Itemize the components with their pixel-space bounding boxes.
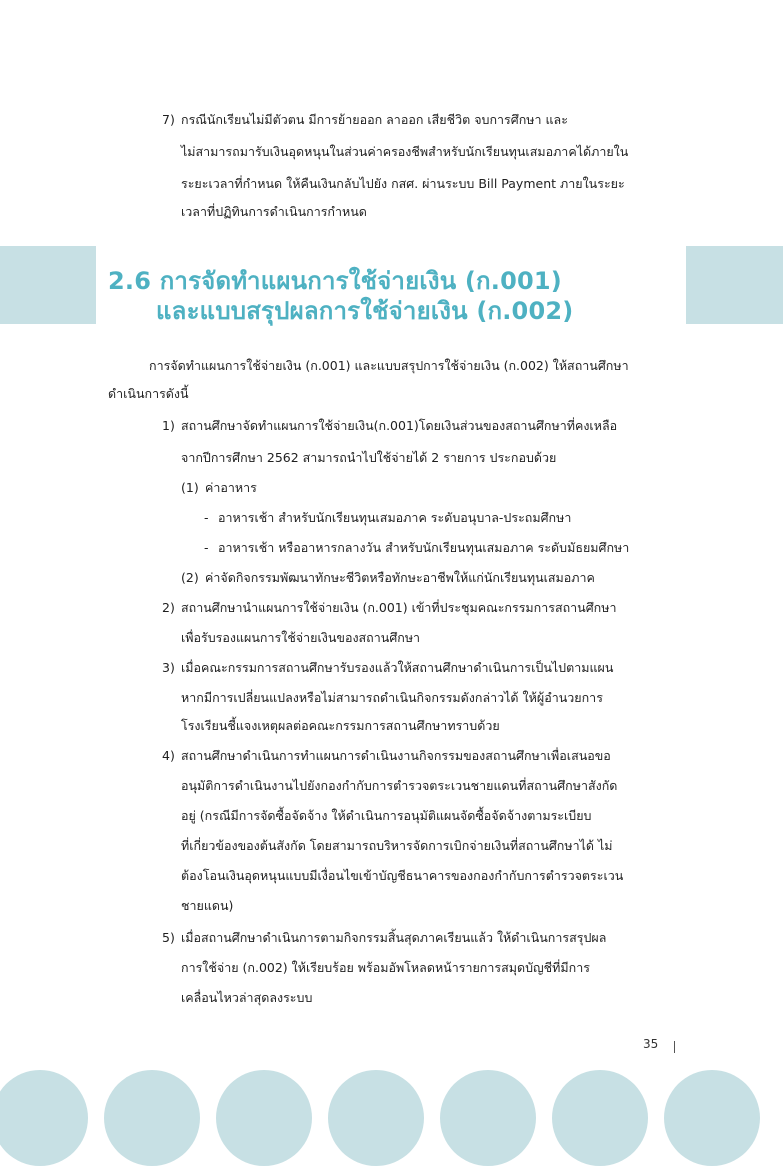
item-5-line-3: เคลื่อนไหวล่าสุดลงระบบ [181, 990, 313, 1005]
item-7-line-2: ไม่สามารถมารับเงินอุดหนุนในส่วนค่าครองชีพสำหรับนักเรียนทุนเสมอภาคได้ภายใน [181, 144, 629, 159]
bullet-1: - [204, 510, 209, 525]
item-4-line-5: ต้องโอนเงินอุดหนุนแบบมีเงื่อนไขเข้าบัญชีธนาคารของกองกำกับการตำรวจตระเวน [181, 868, 624, 883]
decorative-circle-1 [0, 1070, 88, 1166]
item-3-number: 3) [162, 660, 175, 675]
section-number: 2.6 [108, 267, 152, 295]
decorative-circle-2 [104, 1070, 200, 1166]
decorative-circle-3 [216, 1070, 312, 1166]
item-1-number: 1) [162, 418, 175, 433]
bullet-2-text: อาหารเช้า หรืออาหารกลางวัน สำหรับนักเรียนทุนเสมอภาค ระดับมัธยมศึกษา [218, 540, 630, 555]
item-4-line-6: ชายแดน) [181, 898, 234, 913]
bullet-2: - [204, 540, 209, 555]
decorative-circle-4 [328, 1070, 424, 1166]
heading-band-left [0, 246, 96, 324]
sub-2-number: (2) [181, 570, 199, 585]
item-2-line-1: สถานศึกษานำแผนการใช้จ่ายเงิน (ก.001) เข้าที่ประชุมคณะกรรมการสถานศึกษา [181, 600, 617, 615]
decorative-circle-7 [664, 1070, 760, 1166]
intro-paragraph-line-2: ดำเนินการดังนี้ [108, 386, 189, 401]
item-7-line-4: เวลาที่ปฏิทินการดำเนินการกำหนด [181, 204, 367, 219]
item-7-line-3: ระยะเวลาที่กำหนด ให้คืนเงินกลับไปยัง กสศ. ผ่านระบบ Bill Payment ภายในระยะ [181, 176, 625, 191]
section-title-line-2: และแบบสรุปผลการใช้จ่ายเงิน (ก.002) [156, 297, 574, 325]
intro-paragraph-line-1: การจัดทำแผนการใช้จ่ายเงิน (ก.001) และแบบสรุปการใช้จ่ายเงิน (ก.002) ให้สถานศึกษา [149, 358, 629, 373]
item-7-number: 7) [162, 112, 175, 127]
item-7-line-1: กรณีนักเรียนไม่มีตัวตน มีการย้ายออก ลาออก เสียชีวิต จบการศึกษา และ [181, 112, 568, 127]
section-heading [108, 266, 573, 326]
decorative-circle-6 [552, 1070, 648, 1166]
item-2-line-2: เพื่อรับรองแผนการใช้จ่ายเงินของสถานศึกษา [181, 630, 421, 645]
sub-2-text: ค่าจัดกิจกรรมพัฒนาทักษะชีวิตหรือทักษะอาชีพให้แก่นักเรียนทุนเสมอภาค [205, 570, 595, 585]
heading-band-right [686, 246, 783, 324]
bullet-1-text: อาหารเช้า สำหรับนักเรียนทุนเสมอภาค ระดับอนุบาล-ประถมศึกษา [218, 510, 572, 525]
page-number: 35 [643, 1037, 659, 1051]
item-3-line-1: เมื่อคณะกรรมการสถานศึกษารับรองแล้วให้สถานศึกษาดำเนินการเป็นไปตามแผน [181, 660, 614, 675]
item-5-line-1: เมื่อสถานศึกษาดำเนินการตามกิจกรรมสิ้นสุดภาคเรียนแล้ว ให้ดำเนินการสรุปผล [181, 930, 607, 945]
section-title-line-1: การจัดทำแผนการใช้จ่ายเงิน (ก.001) [159, 267, 562, 295]
page-number-divider [674, 1041, 675, 1053]
item-1-line-1: สถานศึกษาจัดทำแผนการใช้จ่ายเงิน(ก.001)โดยเงินส่วนของสถานศึกษาที่คงเหลือ [181, 418, 618, 433]
sub-1-number: (1) [181, 480, 199, 495]
item-5-number: 5) [162, 930, 175, 945]
item-4-line-4: ที่เกี่ยวข้องของต้นสังกัด โดยสามารถบริหารจัดการเบิกจ่ายเงินที่สถานศึกษาได้ ไม่ [181, 838, 613, 853]
item-3-line-3: โรงเรียนชี้แจงเหตุผลต่อคณะกรรมการสถานศึกษาทราบด้วย [181, 718, 500, 733]
item-2-number: 2) [162, 600, 175, 615]
item-1-line-2: จากปีการศึกษา 2562 สามารถนำไปใช้จ่ายได้ 2 รายการ ประกอบด้วย [181, 450, 557, 465]
item-5-line-2: การใช้จ่าย (ก.002) ให้เรียบร้อย พร้อมอัพโหลดหน้ารายการสมุดบัญชีที่มีการ [181, 960, 590, 975]
decorative-circle-5 [440, 1070, 536, 1166]
sub-1-text: ค่าอาหาร [205, 480, 257, 495]
item-3-line-2: หากมีการเปลี่ยนแปลงหรือไม่สามารถดำเนินกิจกรรมดังกล่าวได้ ให้ผู้อำนวยการ [181, 690, 603, 705]
item-4-line-2: อนุมัติการดำเนินงานไปยังกองกำกับการตำรวจตระเวนชายแดนที่สถานศึกษาสังกัด [181, 778, 618, 793]
item-4-number: 4) [162, 748, 175, 763]
item-4-line-1: สถานศึกษาดำเนินการทำแผนการดำเนินงานกิจกรรมของสถานศึกษาเพื่อเสนอขอ [181, 748, 611, 763]
item-4-line-3: อยู่ (กรณีมีการจัดซื้อจัดจ้าง ให้ดำเนินการอนุมัติแผนจัดซื้อจัดจ้างตามระเบียบ [181, 808, 592, 823]
